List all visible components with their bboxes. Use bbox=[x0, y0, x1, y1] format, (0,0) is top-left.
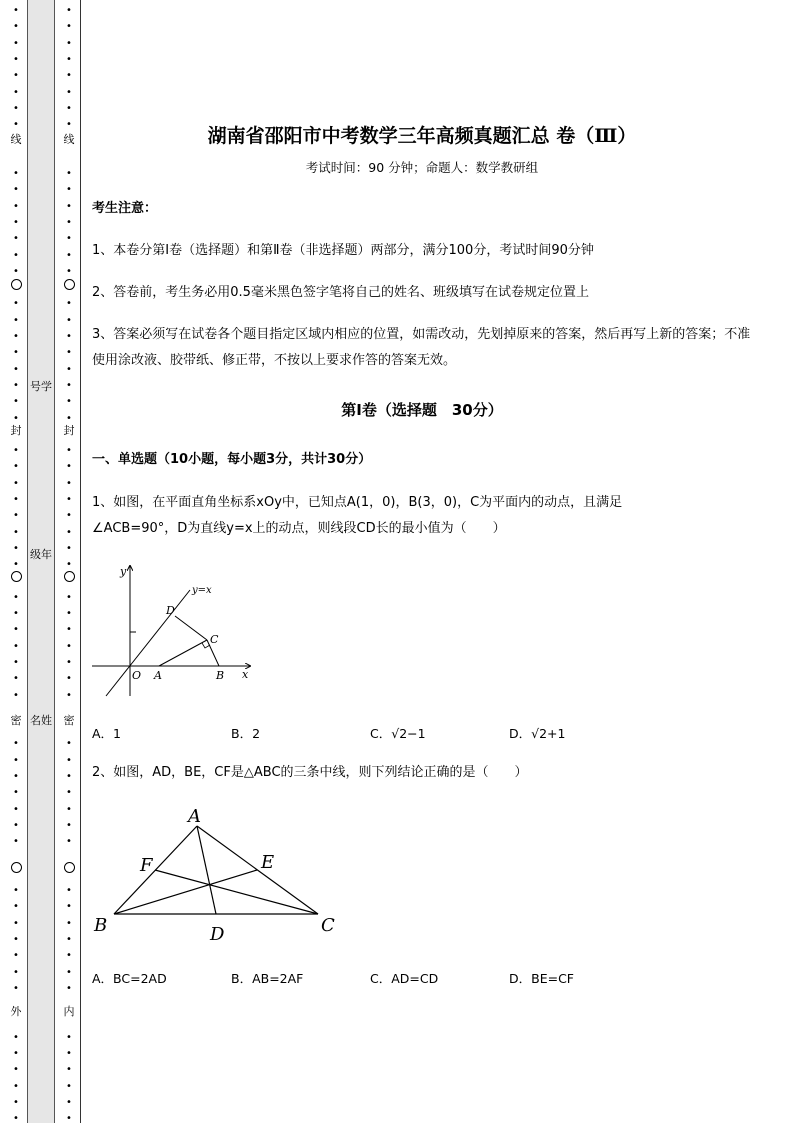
q1-label-line: y=x bbox=[192, 585, 212, 596]
binding-dot: • bbox=[13, 1097, 19, 1108]
binding-dot: • bbox=[13, 331, 19, 342]
q2-text: 2、如图，AD，BE，CF是△ABC的三条中线，则下列结论正确的是（ ） bbox=[92, 765, 528, 780]
binding-dot: • bbox=[66, 1048, 72, 1059]
binding-dot: • bbox=[13, 1064, 19, 1075]
outer-circle-2 bbox=[11, 571, 22, 582]
binding-dot: • bbox=[13, 885, 19, 896]
binding-dot: • bbox=[66, 1032, 72, 1043]
q1-label-d: D bbox=[166, 604, 175, 617]
binding-edge-line bbox=[80, 0, 81, 1123]
binding-dot: • bbox=[13, 559, 19, 570]
binding-dot: • bbox=[66, 559, 72, 570]
notice-item-1: 1、本卷分第Ⅰ卷（选择题）和第Ⅱ卷（非选择题）两部分，满分100分，考试时间90分钟 bbox=[92, 243, 594, 258]
q2-label-a: A bbox=[188, 806, 201, 827]
binding-dot: • bbox=[13, 1048, 19, 1059]
q2-label-c: C bbox=[321, 915, 335, 936]
binding-dot: • bbox=[13, 787, 19, 798]
binding-dot: • bbox=[13, 168, 19, 179]
binding-dot: • bbox=[13, 950, 19, 961]
binding-dot: • bbox=[13, 738, 19, 749]
binding-dot: • bbox=[13, 836, 19, 847]
binding-dot: • bbox=[66, 54, 72, 65]
binding-dot: • bbox=[66, 103, 72, 114]
binding-dot: • bbox=[66, 641, 72, 652]
binding-dot: • bbox=[66, 266, 72, 277]
binding-dot: • bbox=[13, 820, 19, 831]
q1-label-x: x bbox=[242, 668, 249, 681]
outer-label-xian: 线 bbox=[8, 133, 24, 147]
binding-dot: • bbox=[66, 250, 72, 261]
binding-dot: • bbox=[13, 1081, 19, 1092]
binding-dot: • bbox=[66, 396, 72, 407]
binding-dot: • bbox=[13, 901, 19, 912]
q1-option-b: B．2 bbox=[231, 726, 261, 741]
q2-label-d: D bbox=[210, 924, 225, 945]
binding-dot: • bbox=[66, 494, 72, 505]
binding-dot: • bbox=[13, 119, 19, 130]
q2-option-c: C．AD=CD bbox=[370, 971, 439, 986]
binding-dot: • bbox=[66, 755, 72, 766]
binding-dot: • bbox=[13, 315, 19, 326]
q2-side-ac bbox=[197, 826, 318, 914]
binding-dot: • bbox=[66, 673, 72, 684]
outer-label-feng: 封 bbox=[8, 424, 24, 438]
binding-dot: • bbox=[13, 396, 19, 407]
binding-dot: • bbox=[13, 1113, 19, 1124]
binding-dot: • bbox=[66, 168, 72, 179]
binding-dot: • bbox=[13, 608, 19, 619]
binding-dot: • bbox=[13, 5, 19, 16]
binding-dot: • bbox=[66, 1113, 72, 1124]
binding-dot: • bbox=[13, 70, 19, 81]
q1-label-b: B bbox=[216, 669, 225, 682]
binding-dot: • bbox=[66, 885, 72, 896]
binding-dot: • bbox=[66, 331, 72, 342]
binding-dot: • bbox=[13, 103, 19, 114]
inner-dotted-line bbox=[63, 0, 75, 1123]
binding-dot: • bbox=[66, 608, 72, 619]
q1-text-line2: ∠ACB=90°，D为直线y=x上的动点，则线段CD长的最小值为（ ） bbox=[92, 521, 506, 536]
q1-label-a: A bbox=[154, 669, 162, 682]
q1-label-y: y bbox=[120, 565, 127, 578]
binding-dot: • bbox=[66, 738, 72, 749]
outer-dotted-line bbox=[10, 0, 22, 1123]
binding-dot: • bbox=[13, 380, 19, 391]
q1-segment-ac bbox=[159, 640, 207, 666]
q2-option-a: A．BC=2AD bbox=[92, 971, 167, 986]
binding-dot: • bbox=[13, 1032, 19, 1043]
binding-dot: • bbox=[13, 641, 19, 652]
binding-dot: • bbox=[13, 445, 19, 456]
binding-dot: • bbox=[13, 298, 19, 309]
part1-title: 第Ⅰ卷（选择题 30分） bbox=[341, 401, 503, 419]
binding-dot: • bbox=[66, 624, 72, 635]
binding-dot: • bbox=[66, 690, 72, 701]
binding-dot: • bbox=[66, 934, 72, 945]
binding-dot: • bbox=[66, 478, 72, 489]
binding-dot: • bbox=[66, 804, 72, 815]
inner-label-xian: 线 bbox=[61, 133, 77, 147]
binding-dot: • bbox=[13, 413, 19, 424]
q1-option-a: A．1 bbox=[92, 726, 122, 741]
binding-dot: • bbox=[66, 527, 72, 538]
inner-label-feng: 封 bbox=[61, 424, 77, 438]
binding-dot: • bbox=[66, 836, 72, 847]
name-label: 名姓 bbox=[30, 714, 52, 727]
notice-heading: 考生注意： bbox=[92, 201, 158, 216]
binding-dot: • bbox=[66, 87, 72, 98]
binding-dot: • bbox=[66, 1097, 72, 1108]
binding-dot: • bbox=[66, 119, 72, 130]
binding-dot: • bbox=[13, 364, 19, 375]
binding-dot: • bbox=[66, 967, 72, 978]
binding-margin bbox=[0, 0, 85, 1123]
outer-label-wai: 外 bbox=[8, 1005, 24, 1019]
binding-dot: • bbox=[66, 983, 72, 994]
binding-dot: • bbox=[66, 771, 72, 782]
binding-dot: • bbox=[13, 755, 19, 766]
q1-option-d: D．√2+1 bbox=[509, 726, 566, 741]
q1-figure bbox=[92, 560, 262, 705]
binding-dot: • bbox=[66, 347, 72, 358]
outer-label-mi: 密 bbox=[8, 714, 24, 728]
binding-dot: • bbox=[13, 461, 19, 472]
binding-dot: • bbox=[13, 673, 19, 684]
binding-dot: • bbox=[66, 184, 72, 195]
binding-dot: • bbox=[13, 543, 19, 554]
binding-dot: • bbox=[66, 315, 72, 326]
binding-dot: • bbox=[13, 478, 19, 489]
binding-dot: • bbox=[66, 820, 72, 831]
binding-dot: • bbox=[13, 233, 19, 244]
binding-dot: • bbox=[66, 510, 72, 521]
binding-dot: • bbox=[13, 347, 19, 358]
binding-dot: • bbox=[13, 771, 19, 782]
section-heading: 一、单选题（10小题，每小题3分，共计30分） bbox=[92, 452, 372, 467]
q2-figure bbox=[92, 802, 352, 947]
binding-dot: • bbox=[13, 657, 19, 668]
binding-dot: • bbox=[13, 934, 19, 945]
student-number-label: 号学 bbox=[30, 380, 52, 393]
q2-median-ad bbox=[197, 826, 216, 914]
q2-label-f: F bbox=[140, 855, 153, 876]
notice-item-3: 3、答案必须写在试卷各个题目指定区域内相应的位置，如需改动，先划掉原来的答案，然后再写上新的答案；不准使用涂改液、胶带纸、修正带，不按以上要求作答的答案无效。 bbox=[92, 327, 751, 368]
binding-dot: • bbox=[66, 217, 72, 228]
binding-dot: • bbox=[66, 445, 72, 456]
page-subtitle: 考试时间：90 分钟；命题人：数学教研组 bbox=[305, 160, 539, 175]
notice-item-2: 2、答卷前，考生务必用0.5毫米黑色签字笔将自己的姓名、班级填写在试卷规定位置上 bbox=[92, 285, 589, 300]
binding-dot: • bbox=[66, 70, 72, 81]
q1-label-o: O bbox=[132, 669, 142, 682]
grade-label: 级年 bbox=[30, 548, 52, 561]
inner-circle-1 bbox=[64, 279, 75, 290]
outer-circle-1 bbox=[11, 279, 22, 290]
binding-dot: • bbox=[66, 918, 72, 929]
binding-dot: • bbox=[66, 657, 72, 668]
outer-circle-3 bbox=[11, 862, 22, 873]
q2-option-d: D．BE=CF bbox=[509, 971, 574, 986]
binding-dot: • bbox=[13, 54, 19, 65]
binding-dot: • bbox=[13, 38, 19, 49]
binding-dot: • bbox=[13, 217, 19, 228]
q2-label-b: B bbox=[94, 915, 108, 936]
inner-circle-2 bbox=[64, 571, 75, 582]
binding-dot: • bbox=[13, 494, 19, 505]
binding-dot: • bbox=[13, 624, 19, 635]
binding-dot: • bbox=[66, 380, 72, 391]
binding-dot: • bbox=[66, 21, 72, 32]
q1-text-line1: 1、如图，在平面直角坐标系xOy中，已知点A(1，0)，B(3，0)，C为平面内的动点，且满足 bbox=[92, 495, 623, 510]
page-title: 湖南省邵阳市中考数学三年高频真题汇总 卷（Ⅲ） bbox=[207, 125, 637, 147]
binding-dot: • bbox=[66, 413, 72, 424]
binding-dot: • bbox=[13, 527, 19, 538]
binding-dot: • bbox=[13, 201, 19, 212]
binding-dot: • bbox=[66, 901, 72, 912]
binding-dot: • bbox=[13, 592, 19, 603]
binding-dot: • bbox=[66, 787, 72, 798]
binding-dot: • bbox=[13, 983, 19, 994]
q1-segment-dc bbox=[175, 616, 207, 640]
binding-dot: • bbox=[66, 5, 72, 16]
inner-label-mi: 密 bbox=[61, 714, 77, 728]
binding-dot: • bbox=[66, 461, 72, 472]
binding-dot: • bbox=[13, 804, 19, 815]
binding-dot: • bbox=[66, 543, 72, 554]
binding-dot: • bbox=[13, 967, 19, 978]
inner-label-nei: 内 bbox=[61, 1005, 77, 1019]
binding-dot: • bbox=[66, 233, 72, 244]
binding-dot: • bbox=[13, 21, 19, 32]
binding-dot: • bbox=[66, 950, 72, 961]
binding-dot: • bbox=[13, 266, 19, 277]
binding-dot: • bbox=[13, 690, 19, 701]
q1-option-c: C．√2−1 bbox=[370, 726, 426, 741]
binding-dot: • bbox=[66, 298, 72, 309]
q2-option-b: B．AB=2AF bbox=[231, 971, 304, 986]
binding-dot: • bbox=[66, 592, 72, 603]
q2-label-e: E bbox=[261, 852, 275, 873]
binding-dot: • bbox=[66, 38, 72, 49]
binding-dot: • bbox=[13, 250, 19, 261]
q1-line-y-eq-x bbox=[106, 590, 190, 696]
inner-circle-3 bbox=[64, 862, 75, 873]
binding-dot: • bbox=[66, 1064, 72, 1075]
q1-label-c: C bbox=[210, 633, 219, 646]
binding-dot: • bbox=[13, 510, 19, 521]
binding-dot: • bbox=[66, 364, 72, 375]
binding-dot: • bbox=[13, 87, 19, 98]
binding-dot: • bbox=[13, 918, 19, 929]
binding-dot: • bbox=[13, 184, 19, 195]
binding-dot: • bbox=[66, 1081, 72, 1092]
binding-dot: • bbox=[66, 201, 72, 212]
